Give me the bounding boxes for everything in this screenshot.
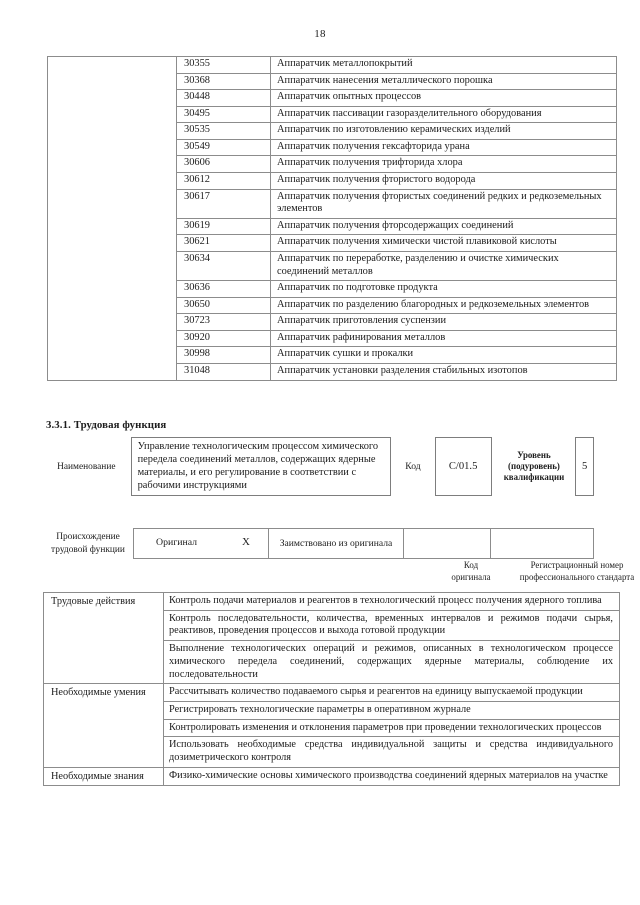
code-label: Код — [405, 461, 421, 473]
occupation-code-cell: 30636 — [177, 281, 271, 298]
occupation-name-cell: Аппаратчик металлопокрытий — [271, 57, 617, 74]
occupation-name-cell: Аппаратчик по подготовке продукта — [271, 281, 617, 298]
duties-category-cell: Трудовые действия — [44, 593, 164, 684]
occupation-code-cell: 30650 — [177, 297, 271, 314]
code-value-box: C/01.5 — [435, 437, 492, 496]
duties-item-cell: Выполнение технологических операций и режимов, описанных в технологическом процессе химического передела соединений, содержащих ядерные материалы, соблюдение их последовательности — [164, 641, 620, 684]
occupation-name-cell: Аппаратчик сушки и прокалки — [271, 347, 617, 364]
level-label-line-1: Уровень — [517, 449, 551, 460]
occupation-name-cell: Аппаратчик нанесения металлического порошка — [271, 73, 617, 90]
occupation-name-cell: Аппаратчик получения трифторида хлора — [271, 156, 617, 173]
occupation-name-cell: Аппаратчик по разделению благородных и редкоземельных элементов — [271, 297, 617, 314]
duties-item-cell: Регистрировать технологические параметры в оперативном журнале — [164, 701, 620, 719]
level-label-line-2: (подуровень) — [508, 461, 560, 472]
duties-item-cell: Контроль последовательности, количества, временных интервалов и режимов подачи сырья, реактивов, проведения процессов и выхода готовой продукции — [164, 610, 620, 640]
occupation-name-cell: Аппаратчик получения гексафторида урана — [271, 139, 617, 156]
naming-value-box: Управление технологическим процессом химического передела соединений металлов, содержащих ядерные материалы, и его регулирование в соответствии с рабочими инструкциями — [131, 437, 392, 496]
occupation-code-cell: 30920 — [177, 330, 271, 347]
origin-label — [46, 528, 133, 559]
duties-table — [43, 592, 620, 786]
origin-code-cell — [404, 529, 491, 559]
qualification-level-value-box: 5 — [575, 437, 594, 496]
occupation-name-cell: Аппаратчик получения фторсодержащих соединений — [271, 218, 617, 235]
table-row — [48, 57, 617, 74]
occupation-name-cell: Аппаратчик опытных процессов — [271, 90, 617, 107]
table-row — [44, 593, 620, 611]
occupation-code-cell: 30368 — [177, 73, 271, 90]
occupation-code-cell: 30448 — [177, 90, 271, 107]
occupation-code-cell: 30998 — [177, 347, 271, 364]
duties-item-cell: Контроль подачи материалов и реагентов в технологический процесс получения ядерного топлива — [164, 593, 620, 611]
footnote-registration-number-line-2: профессионального стандарта — [519, 571, 635, 582]
footnote-registration-number-line-1: Регистрационный номер — [530, 560, 624, 570]
duties-item-cell: Рассчитывать количество подаваемого сырья и реагентов на единицу выпускаемой продукции — [164, 684, 620, 702]
occupation-code-cell: 30617 — [177, 189, 271, 218]
occupation-code-cell: 31048 — [177, 363, 271, 380]
origin-label-line-1: Происхождение — [56, 532, 120, 543]
occupation-name-cell: Аппаратчик получения фтористых соединений редких и редкоземельных элементов — [271, 189, 617, 218]
occupation-name-cell: Аппаратчик получения химически чистой плавиковой кислоты — [271, 235, 617, 252]
labor-function-header-row — [46, 437, 594, 496]
occupation-code-cell: 30723 — [177, 314, 271, 331]
occupation-code-cell: 30495 — [177, 106, 271, 123]
occupation-code-cell: 30355 — [177, 57, 271, 74]
duties-item-cell: Контролировать изменения и отклонения параметров при проведении технологических процессов — [164, 719, 620, 737]
origin-original-mark: X — [242, 536, 250, 548]
occupation-code-cell: 30634 — [177, 251, 271, 280]
occupation-code-cell: 30612 — [177, 173, 271, 190]
occupation-code-cell: 30606 — [177, 156, 271, 173]
occupation-name-cell: Аппаратчик по изготовлению керамических изделий — [271, 123, 617, 140]
section-heading: 3.3.1. Трудовая функция — [46, 419, 167, 431]
occupation-name-cell: Аппаратчик установки разделения стабильных изотопов — [271, 363, 617, 380]
occupations-table — [47, 56, 617, 381]
origin-table — [133, 528, 594, 559]
naming-label: Наименование — [57, 461, 116, 472]
occupations-merged-left-cell — [48, 57, 177, 381]
duties-table-body — [44, 593, 620, 786]
duties-category-cell: Необходимые знания — [44, 767, 164, 786]
footnote-registration-number — [510, 560, 640, 583]
origin-original-cell — [134, 529, 269, 559]
occupation-name-cell: Аппаратчик приготовления суспензии — [271, 314, 617, 331]
occupation-code-cell: 30619 — [177, 218, 271, 235]
table-row — [44, 684, 620, 702]
occupation-name-cell: Аппаратчик пассивации газоразделительного оборудования — [271, 106, 617, 123]
page-number: 18 — [314, 28, 326, 40]
occupation-name-cell: Аппаратчик получения фтористого водорода — [271, 173, 617, 190]
occupation-name-cell: Аппаратчик по переработке, разделению и очистке химических соединений металлов — [271, 251, 617, 280]
duties-category-cell: Необходимые умения — [44, 684, 164, 768]
occupation-code-cell: 30549 — [177, 139, 271, 156]
footnote-original-code — [432, 560, 510, 583]
origin-original-label: Оригинал — [156, 537, 198, 548]
occupation-name-cell: Аппаратчик рафинирования металлов — [271, 330, 617, 347]
occupation-code-cell: 30535 — [177, 123, 271, 140]
occupations-table-body — [48, 57, 617, 381]
duties-item-cell: Физико-химические основы химического производства соединений ядерных материалов на участке — [164, 767, 620, 786]
origin-footnotes — [46, 560, 635, 586]
origin-table-row — [134, 529, 594, 559]
occupation-code-cell: 30621 — [177, 235, 271, 252]
origin-label-line-2: трудовой функции — [51, 544, 125, 555]
duties-item-cell: Использовать необходимые средства индивидуальной защиты и средства индивидуального дозиметрического контроля — [164, 737, 620, 767]
origin-borrowed-cell: Заимствовано из оригинала — [269, 529, 404, 559]
qualification-level-label — [496, 437, 573, 496]
level-label-line-3: квалификации — [503, 472, 565, 483]
origin-regnum-cell — [491, 529, 594, 559]
footnote-original-code-line-1: Код — [463, 560, 479, 570]
origin-row — [46, 528, 594, 559]
table-row — [44, 767, 620, 786]
footnote-original-code-line-2: оригинала — [451, 571, 491, 582]
